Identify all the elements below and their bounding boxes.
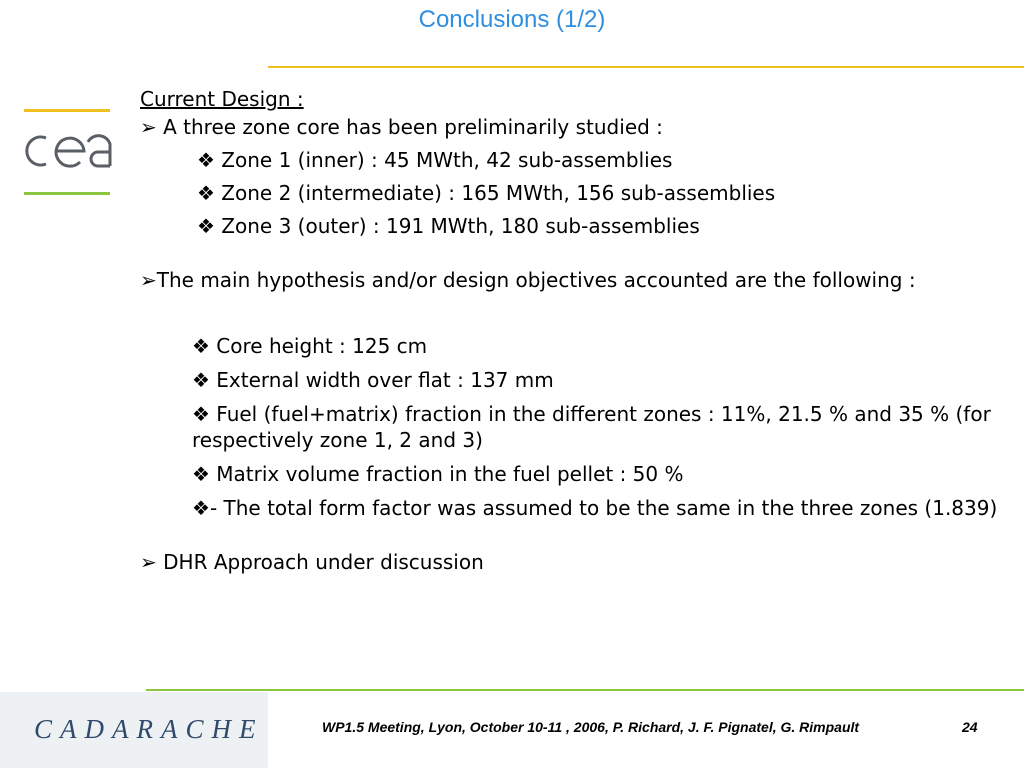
bullet-zone-1: ❖ Zone 1 (inner) : 45 MWth, 42 sub-assemblies bbox=[197, 148, 673, 172]
bullet-hypothesis: ➢The main hypothesis and/or design objectives accounted are the following : bbox=[140, 268, 916, 292]
diamond-bullet-icon: ❖ bbox=[192, 334, 210, 358]
arrow-bullet-icon: ➢ bbox=[140, 268, 157, 292]
page-number: 24 bbox=[962, 719, 978, 735]
diamond-bullet-icon: ❖ bbox=[197, 214, 215, 238]
current-design-heading: Current Design : bbox=[140, 87, 304, 111]
bullet-zone-2: ❖ Zone 2 (intermediate) : 165 MWth, 156 sub-assemblies bbox=[197, 181, 776, 205]
bullet-fuel-fraction: ❖ Fuel (fuel+matrix) fraction in the different zones : 11%, 21.5 % and 35 % (for respectively zone 1, 2 and 3) bbox=[192, 402, 991, 452]
bullet-external-width: ❖ External width over flat : 137 mm bbox=[192, 368, 554, 392]
diamond-bullet-icon: ❖ bbox=[192, 402, 210, 426]
header-rule bbox=[268, 66, 1024, 68]
bullet-dhr: ➢ DHR Approach under discussion bbox=[140, 550, 484, 574]
cea-logo-bottom-rule bbox=[24, 192, 110, 195]
diamond-bullet-icon: ❖ bbox=[192, 462, 210, 486]
arrow-bullet-icon: ➢ bbox=[140, 115, 157, 139]
bullet-core-height: ❖ Core height : 125 cm bbox=[192, 334, 428, 358]
cadarache-logo: CADARACHE bbox=[34, 714, 264, 744]
footer-meeting-info: WP1.5 Meeting, Lyon, October 10-11 , 2006, P. Richard, J. F. Pignatel, G. Rimpault bbox=[322, 719, 860, 735]
cea-logo-top-rule bbox=[24, 109, 110, 112]
bullet-matrix-fraction: ❖ Matrix volume fraction in the fuel pellet : 50 % bbox=[192, 462, 684, 486]
diamond-bullet-icon: ❖ bbox=[192, 496, 210, 520]
slide-title: Conclusions (1/2) bbox=[418, 6, 606, 33]
diamond-bullet-icon: ❖ bbox=[192, 368, 210, 392]
cea-logo bbox=[22, 118, 112, 198]
diamond-bullet-icon: ❖ bbox=[197, 148, 215, 172]
slide-body bbox=[140, 86, 1000, 575]
bullet-three-zone: ➢ A three zone core has been preliminarily studied : bbox=[140, 115, 663, 139]
diamond-bullet-icon: ❖ bbox=[197, 181, 215, 205]
bullet-form-factor: ❖- The total form factor was assumed to be the same in the three zones (1.839) bbox=[192, 496, 998, 520]
footer-rule bbox=[146, 689, 1024, 691]
bullet-zone-3: ❖ Zone 3 (outer) : 191 MWth, 180 sub-assemblies bbox=[197, 214, 700, 238]
arrow-bullet-icon: ➢ bbox=[140, 550, 157, 574]
